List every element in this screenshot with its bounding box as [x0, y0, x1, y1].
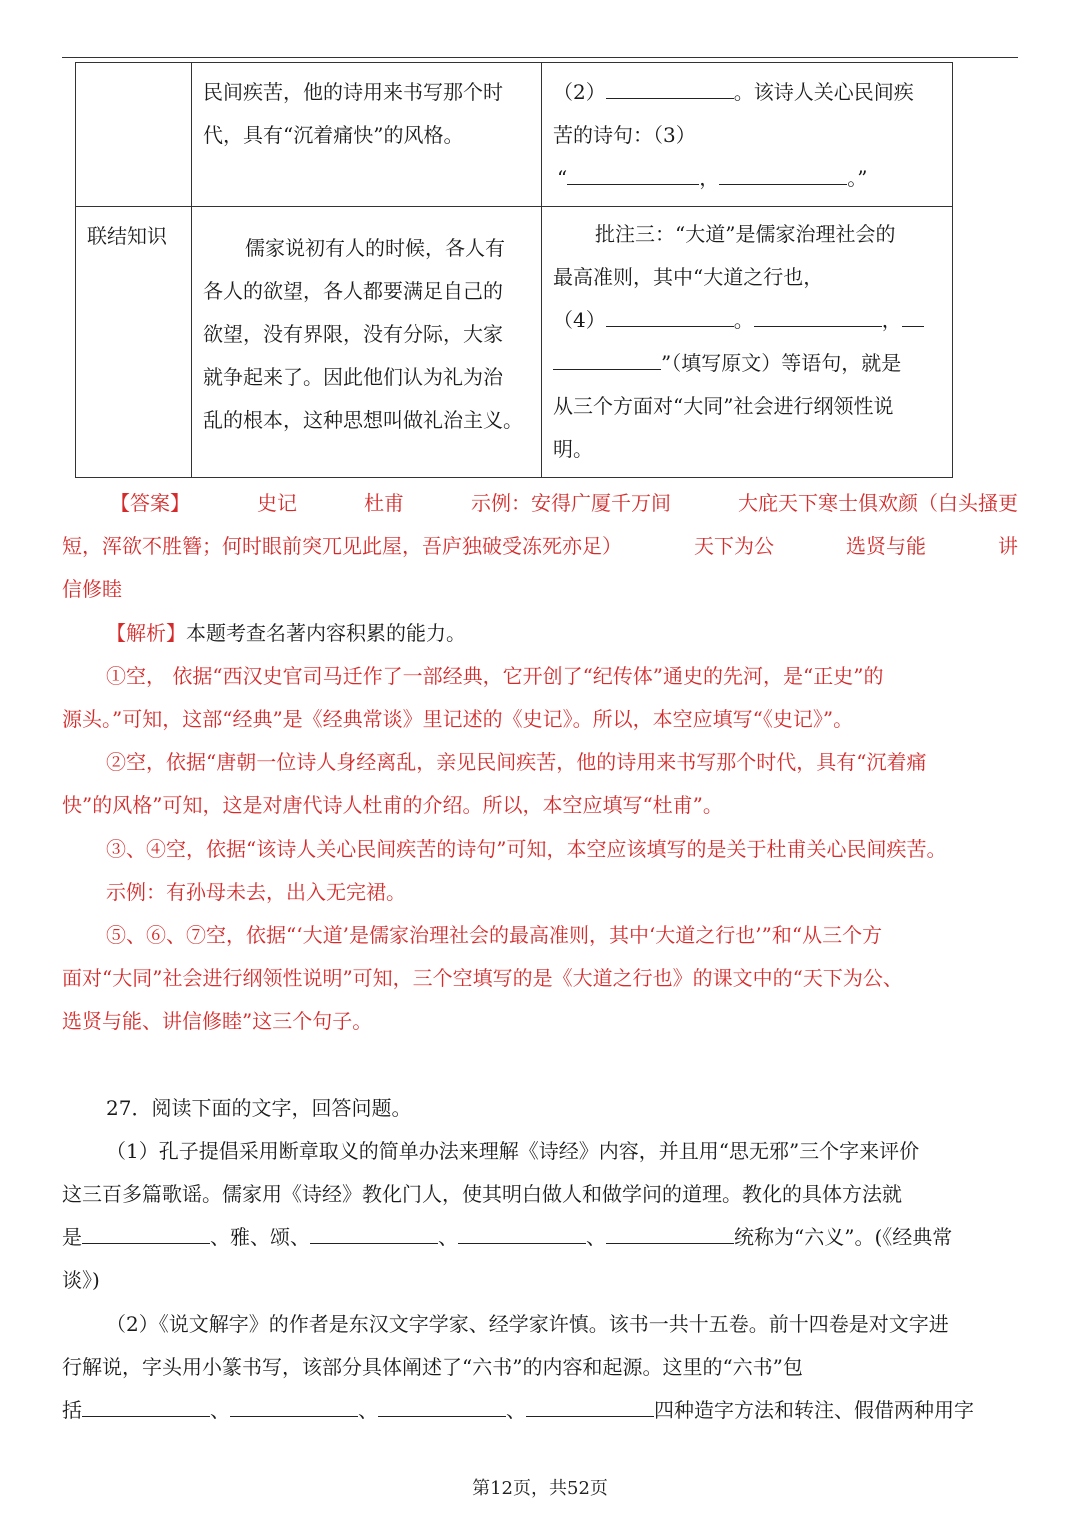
fill-blank-xing[interactable]: [606, 1217, 734, 1244]
analysis-text: 快”的风格”可知，这是对唐代诗人杜甫的介绍。所以，本空应填写“杜甫”。: [62, 793, 723, 817]
fill-blank-liushu-4[interactable]: [526, 1390, 654, 1417]
answer-label: 【答案】: [110, 491, 190, 515]
cell-text-line: 欲望，没有界限，没有分际，大家: [203, 322, 503, 346]
cell-text-line: 苦的诗句：（3）: [553, 123, 696, 147]
answer-item: 史记: [257, 491, 297, 515]
analysis-text: ⑤、⑥、⑦空，依据“‘大道’是儒家治理社会的最高准则，其中‘大道之行也’”和“从三个方: [106, 923, 883, 947]
comma: ，: [699, 166, 720, 190]
fill-blank-feng[interactable]: [82, 1217, 210, 1244]
answer-text: 短，浑欲不胜簪；何时眼前突兀见此屋，吾庐独破受冻死亦足）: [62, 534, 622, 558]
table-cell-empty: [76, 63, 192, 207]
answer-line-1: [62, 482, 1018, 525]
page-number: 第12页，共52页: [472, 1478, 608, 1499]
question-text: （1）孔子提倡采用断章取义的简单办法来理解《诗经》内容，并且用“思无邪”三个字来评价: [106, 1139, 920, 1163]
fill-blank-4c-start[interactable]: [902, 300, 924, 327]
cell-text-line: 乱的根本，这种思想叫做礼治主义。: [203, 408, 523, 432]
answer-item: 选贤与能: [846, 534, 926, 558]
answer-line-3: 信修睦: [62, 577, 122, 601]
question-text: （2）《说文解字》的作者是东汉文字学家、经学家许慎。该书一共十五卷。前十四卷是对文字进: [106, 1312, 949, 1336]
analysis-intro: [62, 612, 1018, 655]
fill-blank-2[interactable]: [606, 72, 734, 99]
question-fill-line: [62, 1216, 1018, 1259]
question-text: 、: [586, 1225, 606, 1249]
cell-text-line: 儒家说初有人的时候，各人有: [245, 236, 505, 260]
question-text: 四种造字方法和转注、假借两种用字: [654, 1398, 974, 1422]
table-cell-annotation: [542, 207, 953, 478]
cell-text-line: 各人的欲望，各人都要满足自己的: [203, 279, 503, 303]
cell-text-line: 民间疾苦，他的诗用来书写那个时: [203, 80, 503, 104]
cell-text-line: [553, 157, 942, 200]
fill-blank-4c-end[interactable]: [553, 343, 661, 370]
table-row: [76, 63, 953, 207]
question-text: 、雅、颂、: [210, 1225, 310, 1249]
question-text: 括: [62, 1398, 82, 1422]
fill-blank-4a[interactable]: [606, 300, 734, 327]
cell-text-line: 代，具有“沉着痛快”的风格。: [203, 123, 464, 147]
question-text: 、: [358, 1398, 378, 1422]
question-text: 统称为“六义”。(《经典常: [734, 1225, 953, 1249]
cell-text-line: [553, 71, 942, 114]
analysis-text: 示例：有孙母未去，出入无完裙。: [106, 880, 406, 904]
cell-text-line: 最高准则，其中“大道之行也，: [553, 265, 824, 289]
question-text: 、: [210, 1398, 230, 1422]
question-text: 、: [438, 1225, 458, 1249]
analysis-text: 面对“大同”社会进行纲领性说明”可知，三个空填写的是《大道之行也》的课文中的“天下为公、: [62, 966, 903, 990]
fill-blank-4b[interactable]: [754, 300, 882, 327]
answer-item: 讲: [998, 534, 1018, 558]
table-row: [76, 207, 953, 478]
page-top-rule: [62, 57, 1018, 58]
cell-text-line: 就争起来了。因此他们认为礼为治: [203, 365, 503, 389]
question-text: 这三百多篇歌谣。儒家用《诗经》教化门人，使其明白做人和做学问的道理。教化的具体方法就: [62, 1182, 902, 1206]
question-fill-line: [62, 1389, 1018, 1432]
analysis-text: 源头。”可知，这部“经典”是《经典常谈》里记述的《史记》。所以，本空应填写“《史记》”。: [62, 707, 854, 731]
quote-mark: 。”: [847, 166, 868, 190]
question-text: 、: [506, 1398, 526, 1422]
analysis-text: ③、④空，依据“该诗人关心民间疾苦的诗句”可知，本空应该填写的是关于杜甫关心民间疾苦。: [106, 837, 947, 861]
cell-text-line: 从三个方面对“大同”社会进行纲领性说: [553, 394, 894, 418]
answer-item: 示例：安得广厦千万间: [471, 491, 671, 515]
knowledge-table: [75, 62, 953, 478]
question-text: 是: [62, 1225, 82, 1249]
blank-number: （2）: [553, 80, 606, 104]
cell-text-line: [553, 299, 942, 342]
fill-blank-fu[interactable]: [310, 1217, 438, 1244]
question-text: 谈》): [62, 1268, 100, 1292]
fill-blank-liushu-3[interactable]: [378, 1390, 506, 1417]
fill-blank-liushu-1[interactable]: [82, 1390, 210, 1417]
fill-blank-bi[interactable]: [458, 1217, 586, 1244]
period: 。: [733, 308, 754, 332]
answer-item: 天下为公: [694, 534, 774, 558]
quote-mark: “: [557, 166, 568, 190]
cell-text-line: [553, 342, 942, 385]
table-cell-description: [192, 207, 542, 478]
question-text: 行解说，字头用小篆书写，该部分具体阐述了“六书”的内容和起源。这里的“六书”包: [62, 1355, 803, 1379]
fill-blank-3a[interactable]: [567, 158, 699, 185]
row-label-linked-knowledge: 联结知识: [76, 207, 192, 478]
table-cell-annotation: [542, 63, 953, 207]
blank-number: （4）: [553, 308, 606, 332]
fill-blank-liushu-2[interactable]: [230, 1390, 358, 1417]
question-27-title: 27．阅读下面的文字，回答问题。: [106, 1096, 412, 1120]
cell-text: 。该诗人关心民间疾: [733, 80, 914, 104]
cell-text-line: 批注三：“大道”是儒家治理社会的: [595, 222, 896, 246]
answer-item: 大庇天下寒士俱欢颜（白头搔更: [738, 491, 1018, 515]
analysis-intro-text: 本题考查名著内容积累的能力。: [186, 621, 466, 645]
table-cell-description: [192, 63, 542, 207]
comma: ，: [881, 308, 902, 332]
answer-item: 杜甫: [364, 491, 404, 515]
cell-text: ”（填写原文）等语句，就是: [661, 351, 902, 375]
cell-text-line: 明。: [553, 437, 593, 461]
analysis-text: 选贤与能、讲信修睦”这三个句子。: [62, 1009, 373, 1033]
fill-blank-3b[interactable]: [719, 158, 847, 185]
analysis-text: ②空，依据“唐朝一位诗人身经离乱，亲见民间疾苦，他的诗用来书写那个时代，具有“沉着痛: [106, 750, 927, 774]
answer-line-2: [62, 525, 1018, 568]
analysis-label: 【解析】: [106, 621, 186, 645]
analysis-text: ①空， 依据“西汉史官司马迁作了一部经典，它开创了“纪传体”通史的先河，是“正史”的: [106, 664, 884, 688]
